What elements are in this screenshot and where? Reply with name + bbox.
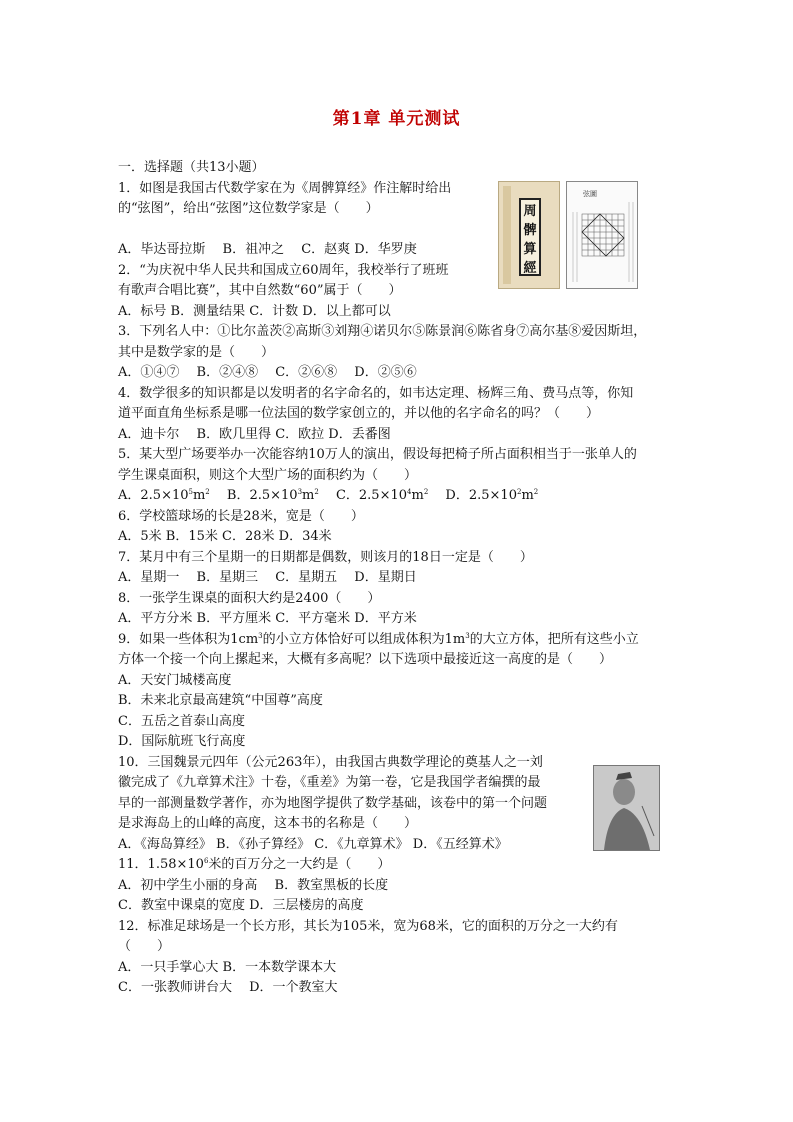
- q5-option-b-exponent: 3: [297, 488, 303, 496]
- q9-exponent-2: 3: [465, 631, 470, 640]
- book-char-3: 算: [523, 242, 537, 257]
- question-2-line-1: 2．“为庆祝中华人民共和国成立60周年，我校举行了班班: [118, 262, 449, 278]
- q11-exponent: 6: [203, 857, 209, 865]
- question-7-options: A．星期一 B．星期三 C．星期五 D．星期日: [118, 570, 417, 585]
- portrait-svg: [594, 766, 659, 850]
- question-1-line-2: 的“弦图”，给出“弦图”这位数学家是（ ）: [118, 201, 379, 216]
- question-12-options-2: C．一张教师讲台大 D．一个教室大: [118, 980, 338, 995]
- question-10-line-1: 10．三国魏景元四年（公元263年），由我国古典数学理论的奠基人之一刘: [118, 754, 543, 770]
- question-1-options: A．毕达哥拉斯 B．祖冲之 C．赵爽 D．华罗庚: [118, 242, 417, 257]
- q9-text-part-3: 的大立方体，把所有这些小立: [469, 631, 639, 647]
- question-5-line-1: 5．某大型广场要举办一次能容纳10万人的演出，假设每把椅子所占面积相当于一张单人的: [118, 447, 637, 462]
- book-spine: [503, 186, 511, 284]
- q9-text-part-2: 的小立方体恰好可以组成体积为1m: [262, 631, 466, 647]
- question-9-line-2: 方体一个接一个向上摞起来，大概有多高呢？以下选项中最接近这一高度的是（ ）: [118, 652, 613, 667]
- question-9-option-b: B．未来北京最高建筑“中国尊”高度: [118, 693, 323, 708]
- question-11-options-2: C．教室中课桌的宽度 D．三层楼房的高度: [118, 898, 364, 913]
- question-5-line-2: 学生课桌面积，则这个大型广场的面积约为（ ）: [118, 467, 418, 483]
- question-12-line-2: （ ）: [118, 939, 171, 954]
- liu-hui-portrait-image: [593, 765, 660, 851]
- diagram-caption: 弦圖: [583, 190, 597, 198]
- q5-option-d-exponent: 2: [516, 488, 522, 496]
- section-heading: 一．选择题（共13小题）: [118, 160, 265, 175]
- zhoubi-book-cover-image: [498, 181, 560, 289]
- q5-option-d-unit: m: [521, 488, 534, 503]
- xian-diagram-svg: [567, 182, 637, 288]
- q9-exponent-1: 3: [258, 631, 263, 640]
- q5-option-b-unit-exponent: 2: [314, 488, 319, 496]
- q5-option-a-unit: m: [192, 488, 206, 503]
- question-3-line-1: 3．下列名人中：①比尔盖茨②高斯③刘翔④诺贝尔⑤陈景润⑥陈省身⑦高尔基⑧爱因斯坦，: [118, 324, 647, 339]
- book-char-4: 經: [523, 261, 537, 276]
- question-12-line-1: 12．标准足球场是一个长方形，其长为105米，宽为68米，它的面积的万分之一大约有: [118, 918, 618, 934]
- question-5-options: [118, 486, 678, 507]
- diagram-grid: [582, 214, 624, 256]
- xian-diagram-image: [566, 181, 638, 289]
- q5-option-a-unit-exponent: 2: [205, 488, 210, 496]
- question-10-line-3: 早的一部测量数学著作，亦为地图学提供了数学基础，该卷中的第一个问题: [118, 795, 548, 811]
- question-9-option-c: C．五岳之首泰山高度: [118, 713, 245, 729]
- q5-option-c-unit-exponent: 2: [423, 488, 429, 496]
- question-8-options: A．平方分米 B．平方厘米 C．平方毫米 D．平方米: [118, 611, 417, 626]
- question-1-line-1: 1．如图是我国古代数学家在为《周髀算经》作注解时给出: [118, 180, 452, 196]
- question-11-line-1: [118, 855, 678, 876]
- book-title-label: [519, 198, 541, 276]
- book-char-2: 髀: [523, 223, 537, 238]
- page-title: 第1章 单元测试: [332, 109, 461, 129]
- question-2-line-2: 有歌声合唱比赛”，其中自然数“60”属于（ ）: [118, 283, 402, 298]
- q5-option-b: B．2.5×10: [209, 488, 298, 503]
- q5-option-a-exponent: 5: [188, 488, 193, 496]
- q11-text-part-1: 11．1.58×10: [118, 857, 204, 872]
- question-4-line-2: 道平面直角坐标系是哪一位法国的数学家创立的，并以他的名字命名的吗？（ ）: [118, 406, 600, 421]
- question-11-options-1: A．初中学生小丽的身高 B．教室黑板的长度: [118, 877, 389, 893]
- q5-option-c-unit: m: [411, 488, 424, 503]
- question-12-options-1: A．一只手掌心大 B．一本数学课本大: [118, 959, 337, 975]
- question-4-options: A．迪卡尔 B．欧几里得 C．欧拉 D．丢番图: [118, 426, 391, 442]
- q5-option-c-exponent: 4: [407, 488, 412, 496]
- book-char-1: 周: [523, 204, 537, 219]
- question-9-option-a: A．天安门城楼高度: [118, 672, 232, 688]
- q5-option-a: A．2.5×10: [118, 488, 189, 503]
- q5-option-d: D．2.5×10: [428, 488, 517, 503]
- question-10-options: A．《海岛算经》 B．《孙子算经》 C．《九章算术》 D．《五经算术》: [118, 836, 508, 852]
- question-9-line-1: [118, 630, 678, 651]
- q9-text-part-1: 9．如果一些体积为1cm: [118, 631, 259, 647]
- question-4-line-1: 4．数学很多的知识都是以发明者的名字命名的，如韦达定理、杨辉三角、费马点等，你知: [118, 385, 634, 401]
- question-6-line-1: 6．学校篮球场的长是28米，宽是（ ）: [118, 508, 364, 524]
- question-3-line-2: 其中是数学家的是（ ）: [118, 344, 275, 360]
- q11-text-part-2: 米的百万分之一大约是（ ）: [208, 857, 391, 872]
- q5-option-d-unit-exponent: 2: [533, 488, 539, 496]
- q5-option-b-unit: m: [302, 488, 315, 503]
- question-9-option-d: D．国际航班飞行高度: [118, 734, 246, 749]
- question-10-line-2: 徽完成了《九章算术注》十卷，《重差》为第一卷，它是我国学者编撰的最: [118, 775, 541, 790]
- question-7-line-1: 7．某月中有三个星期一的日期都是偶数，则该月的18日一定是（ ）: [118, 549, 533, 565]
- question-3-options: A．①④⑦ B．②④⑧ C．②⑥⑧ D．②⑤⑥: [118, 365, 417, 380]
- question-6-options: A．5米 B．15米 C．28米 D．34米: [118, 529, 332, 544]
- question-2-options: A．标号 B．测量结果 C．计数 D．以上都可以: [118, 303, 391, 319]
- question-10-line-4: 是求海岛上的山峰的高度，这本书的名称是（ ）: [118, 816, 418, 831]
- question-8-line-1: 8．一张学生课桌的面积大约是2400（ ）: [118, 590, 381, 606]
- q5-option-c: C．2.5×10: [318, 488, 408, 503]
